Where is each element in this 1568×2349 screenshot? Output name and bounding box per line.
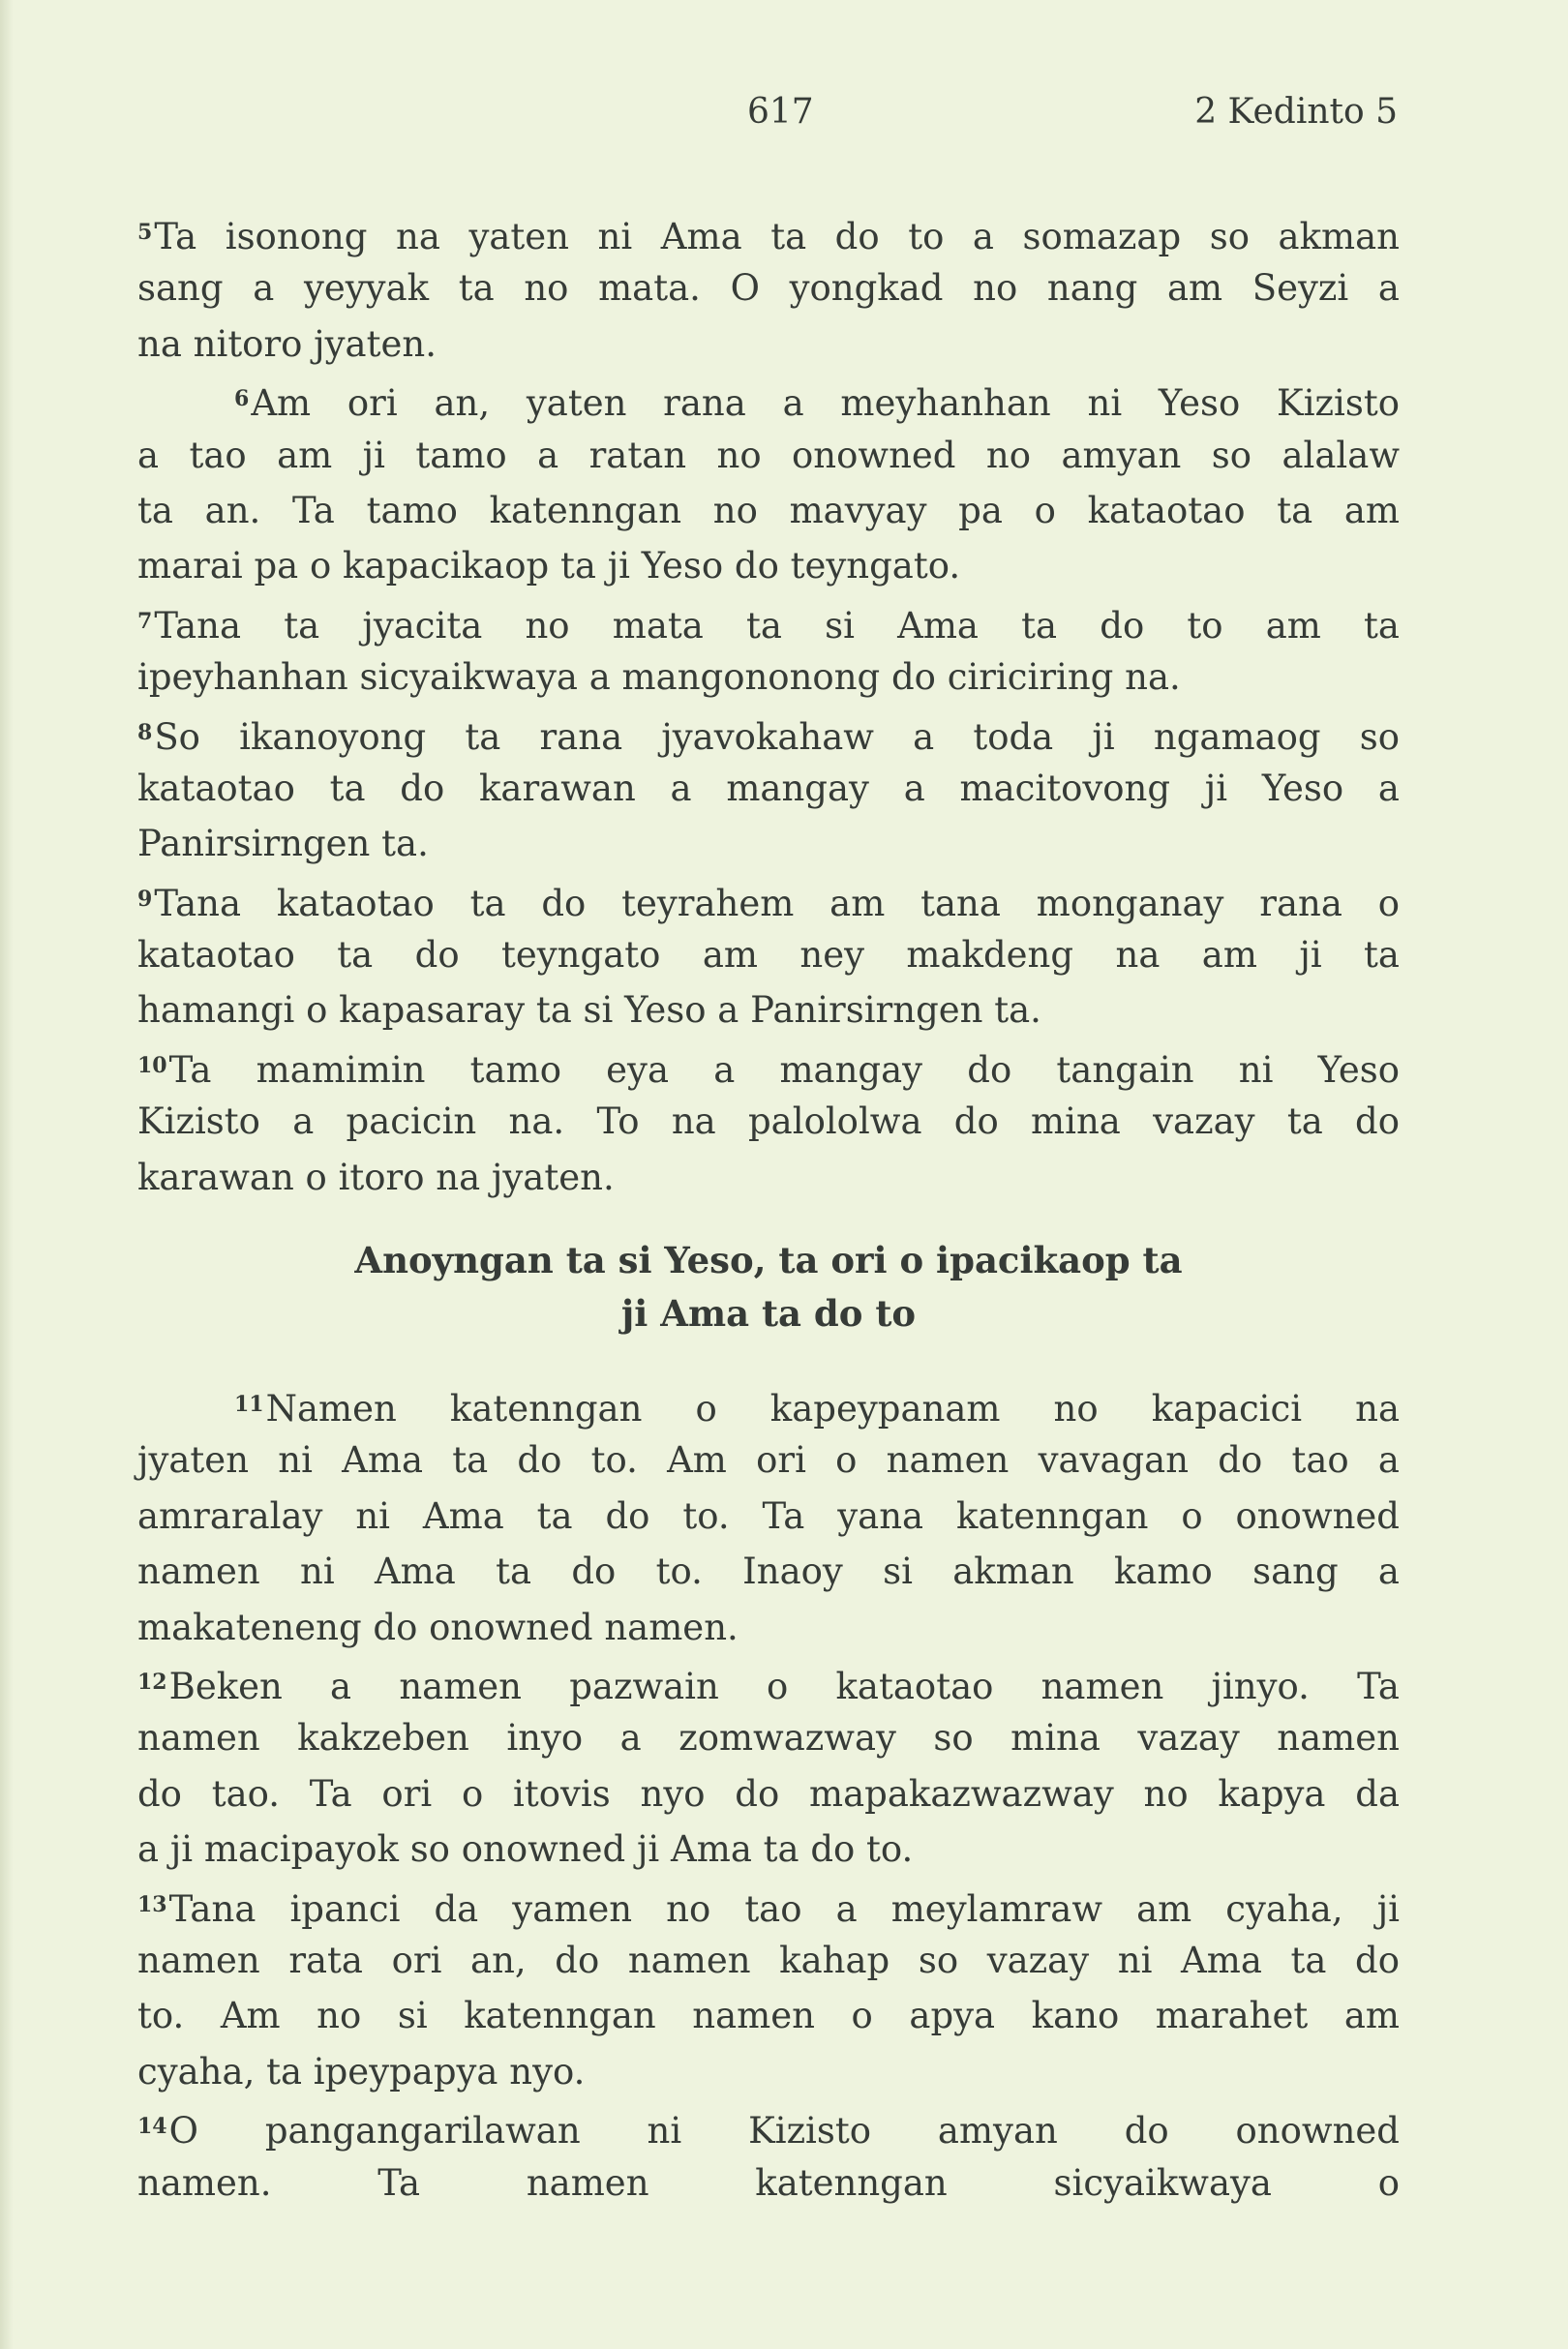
verse-text: namen rata ori an, do namen kahap so vazay ni Ama ta do bbox=[137, 1939, 1400, 1981]
page-gutter-shadow bbox=[0, 0, 14, 2349]
verse-line bbox=[137, 1655, 1400, 1710]
verse-line bbox=[137, 761, 1400, 816]
verse-number: 13 bbox=[137, 1891, 167, 1917]
verse-text: Tana kataotao ta do teyrahem am tana monganay rana o bbox=[154, 882, 1400, 924]
verse-text: makateneng do onowned namen. bbox=[137, 1606, 739, 1648]
verse-text: Tana ipanci da yamen no tao a meylamraw am cyaha, ji bbox=[168, 1887, 1400, 1930]
verse-6 bbox=[137, 372, 1400, 594]
verse-8 bbox=[137, 706, 1400, 872]
verse-line bbox=[137, 260, 1400, 316]
verse-text: Ta mamimin tamo eya a mangay do tangain ni Yeso bbox=[168, 1048, 1400, 1091]
verse-text: to. Am no si katenngan namen o apya kano marahet am bbox=[137, 1995, 1400, 2037]
verse-line bbox=[137, 1822, 1400, 1877]
verse-5 bbox=[137, 205, 1400, 372]
verse-line bbox=[137, 1766, 1400, 1822]
verse-text: Beken a namen pazwain o kataotao namen jinyo. Ta bbox=[168, 1665, 1400, 1707]
verse-line bbox=[137, 1489, 1400, 1544]
verse-line bbox=[137, 1377, 1400, 1432]
verse-text: kataotao ta do teyngato am ney makdeng na am ji ta bbox=[137, 934, 1400, 977]
verse-text: namen kakzeben inyo a zomwazway so mina vazay namen bbox=[137, 1717, 1400, 1760]
verse-12 bbox=[137, 1655, 1400, 1878]
verse-number: 6 bbox=[234, 386, 250, 412]
page-number: 617 bbox=[747, 92, 814, 132]
verse-line bbox=[137, 1544, 1400, 1599]
verse-text: marai pa o kapacikaop ta ji Yeso do teyngato. bbox=[137, 545, 961, 587]
verse-line bbox=[137, 1039, 1400, 1094]
verse-number: 11 bbox=[234, 1392, 264, 1418]
verse-text: cyaha, ta ipeypapya nyo. bbox=[137, 2050, 586, 2093]
verse-13 bbox=[137, 1878, 1400, 2100]
verse-text: a ji macipayok so onowned ji Ama ta do to. bbox=[137, 1828, 914, 1871]
section-heading-line-2: ji Ama ta do to bbox=[620, 1292, 917, 1336]
verse-text: Tana ta jyacita no mata ta si Ama ta do to am ta bbox=[154, 604, 1400, 647]
verse-text: namen. Ta namen katenngan sicyaikwaya o bbox=[137, 2161, 1400, 2204]
verse-line bbox=[137, 1878, 1400, 1933]
verses-after-heading bbox=[137, 1377, 1400, 2211]
verse-line bbox=[137, 316, 1400, 372]
verses-before-heading bbox=[137, 205, 1400, 1205]
verse-text: na nitoro jyaten. bbox=[137, 322, 437, 365]
verse-text: So ikanoyong ta rana jyavokahaw a toda ji ngamaog so bbox=[154, 715, 1400, 758]
verse-text: do tao. Ta ori o itovis nyo do mapakazwazway no kapya da bbox=[137, 1772, 1400, 1815]
text-column bbox=[137, 205, 1400, 2211]
verse-text: sang a yeyyak ta no mata. O yongkad no nang am Seyzi a bbox=[137, 267, 1400, 310]
verse-text: hamangi o kapasaray ta si Yeso a Panirsirngen ta. bbox=[137, 989, 1041, 1032]
section-heading-line-1: Anoyngan ta si Yeso, ta ori o ipacikaop ta bbox=[354, 1239, 1183, 1282]
verse-text: Kizisto a pacicin na. To na palololwa do mina vazay ta do bbox=[137, 1100, 1400, 1143]
verse-line bbox=[137, 1150, 1400, 1205]
book-chapter-reference: 2 Kedinto 5 bbox=[1194, 92, 1398, 132]
verse-number: 12 bbox=[137, 1669, 167, 1695]
verse-line bbox=[137, 982, 1400, 1038]
verse-number: 7 bbox=[137, 608, 153, 634]
verse-text: O pangangarilawan ni Kizisto amyan do onowned bbox=[168, 2110, 1400, 2153]
verse-text: amraralay ni Ama ta do to. Ta yana katenngan o onowned bbox=[137, 1494, 1400, 1537]
verse-line bbox=[137, 706, 1400, 761]
verse-line bbox=[137, 483, 1400, 538]
spacer bbox=[137, 1340, 1400, 1377]
verse-line bbox=[137, 372, 1400, 427]
verse-line bbox=[137, 1933, 1400, 1988]
verse-text: a tao am ji tamo a ratan no onowned no amyan so alalaw bbox=[137, 434, 1400, 476]
verse-number: 10 bbox=[137, 1052, 167, 1078]
verse-text: Ta isonong na yaten ni Ama ta do to a somazap so akman bbox=[154, 216, 1400, 257]
verse-line bbox=[137, 649, 1400, 705]
verse-text: jyaten ni Ama ta do to. Am ori o namen vavagan do tao a bbox=[137, 1439, 1400, 1482]
verse-text: ta an. Ta tamo katenngan no mavyay pa o kataotao ta am bbox=[137, 489, 1400, 531]
verse-line bbox=[137, 927, 1400, 982]
verse-number: 8 bbox=[137, 719, 153, 745]
verse-text: ipeyhanhan sicyaikwaya a mangononong do ciriciring na. bbox=[137, 656, 1181, 699]
running-header bbox=[0, 92, 1568, 140]
verse-text: Panirsirngen ta. bbox=[137, 823, 429, 865]
verse-line bbox=[137, 1988, 1400, 2043]
verse-line bbox=[137, 1710, 1400, 1765]
verse-line bbox=[137, 2099, 1400, 2154]
verse-line bbox=[137, 872, 1400, 927]
verse-line bbox=[137, 428, 1400, 483]
verse-text: karawan o itoro na jyaten. bbox=[137, 1156, 615, 1198]
verse-7 bbox=[137, 594, 1400, 706]
verse-line bbox=[137, 816, 1400, 871]
verse-9 bbox=[137, 872, 1400, 1039]
verse-line bbox=[137, 1094, 1400, 1149]
verse-number: 5 bbox=[137, 220, 153, 245]
section-heading bbox=[137, 1234, 1400, 1340]
spacer bbox=[137, 1205, 1400, 1234]
verse-14 bbox=[137, 2099, 1400, 2211]
verse-text: namen ni Ama ta do to. Inaoy si akman kamo sang a bbox=[137, 1551, 1400, 1593]
verse-text: Am ori an, yaten rana a meyhanhan ni Yeso Kizisto bbox=[251, 382, 1400, 425]
verse-number: 9 bbox=[137, 886, 153, 912]
verse-line bbox=[137, 1432, 1400, 1488]
verse-10 bbox=[137, 1039, 1400, 1205]
verse-line bbox=[137, 594, 1400, 649]
verse-line bbox=[137, 205, 1400, 260]
verse-line bbox=[137, 538, 1400, 593]
verse-11 bbox=[137, 1377, 1400, 1655]
verse-number: 14 bbox=[137, 2114, 167, 2140]
verse-text: Namen katenngan o kapeypanam no kapacici na bbox=[265, 1388, 1400, 1430]
verse-text: kataotao ta do karawan a mangay a macitovong ji Yeso a bbox=[137, 767, 1400, 809]
verse-line bbox=[137, 2044, 1400, 2099]
verse-line bbox=[137, 1600, 1400, 1655]
verse-line bbox=[137, 2155, 1400, 2211]
